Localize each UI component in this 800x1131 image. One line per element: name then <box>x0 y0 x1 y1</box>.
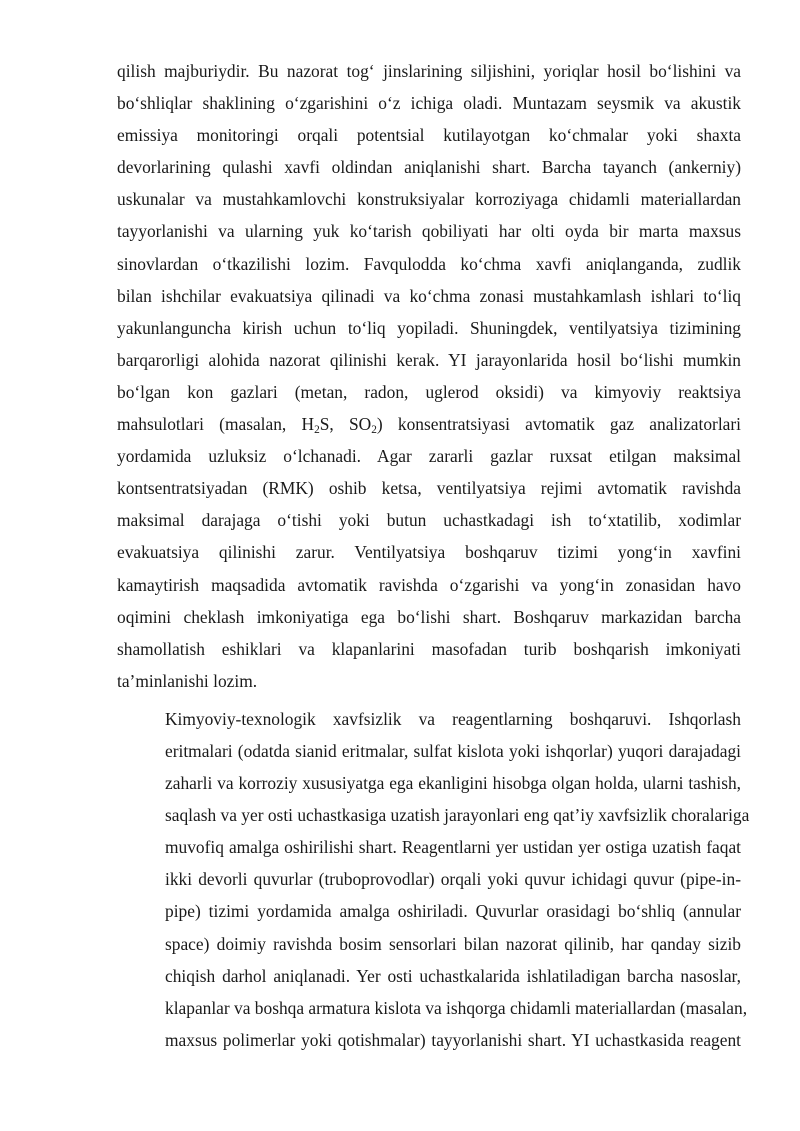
text-line: devorlarining qulashi xavfi oldindan aniqlanishi shart. Barcha tayanch (ankerniy) <box>117 157 741 178</box>
subscript: 2 <box>314 423 320 436</box>
paragraph-ground-control <box>117 55 741 697</box>
text-line: evakuatsiya qilinishi zarur. Ventilyatsiya boshqaruv tizimi yong‘in xavfini <box>117 542 741 563</box>
text-line: zaharli va korroziy xususiyatga ega ekanligini hisobga olgan holda, ularni tashish, <box>165 773 741 794</box>
text-line: sinovlardan o‘tkazilishi lozim. Favqulodda ko‘chma xavfi aniqlanganda, zudlik <box>117 253 741 274</box>
text-line: klapanlar va boshqa armatura kislota va ishqorga chidamli materiallardan (masalan, <box>165 997 748 1018</box>
text-line: Kimyoviy-texnologik xavfsizlik va reagentlarning boshqaruvi. Ishqorlash <box>165 708 741 729</box>
text-line: kamaytirish maqsadida avtomatik ravishda o‘zgarishi va yong‘in zonasidan havo <box>117 574 741 595</box>
text-run: S, SO <box>319 414 372 435</box>
text-line: saqlash va yer osti uchastkasiga uzatish jarayonlari eng qat’iy xavfsizlik choralariga <box>165 805 750 826</box>
text-line: muvofiq amalga oshirilishi shart. Reagentlarni yer ustidan yer ostiga uzatish faqat <box>165 837 741 858</box>
text-line: kontsentratsiyadan (RMK) oshib ketsa, ventilyatsiya rejimi avtomatik ravishda <box>117 478 741 499</box>
text-line: shamollatish eshiklari va klapanlarini masofadan turib boshqarish imkoniyati <box>117 638 741 659</box>
paragraph-chemical-safety <box>117 703 750 1056</box>
text-line: maxsus polimerlar yoki qotishmalar) tayyorlanishi shart. YI uchastkasida reagent <box>165 1029 741 1050</box>
text-line: eritmalari (odatda sianid eritmalar, sulfat kislota yoki ishqorlar) yuqori darajadagi <box>165 740 741 761</box>
text-line: ta’minlanishi lozim. <box>117 670 258 691</box>
text-line: bilan ishchilar evakuatsiya qilinadi va ko‘chma zonasi mustahkamlash ishlari to‘liq <box>117 285 741 306</box>
document-page <box>117 55 750 1057</box>
text-line: qilish majburiydir. Bu nazorat tog‘ jinslarining siljishini, yoriqlar hosil bo‘lishini va <box>117 61 741 81</box>
text-line: tayyorlanishi va ularning yuk ko‘tarish qobiliyati har olti oyda bir marta maxsus <box>117 221 741 242</box>
text-line: chiqish darhol aniqlanadi. Yer osti uchastkalarida ishlatiladigan barcha nasoslar, <box>165 965 741 986</box>
text-line: bo‘shliqlar shaklining o‘zgarishini o‘z ichiga oladi. Muntazam seysmik va akustik <box>117 93 741 114</box>
text-line: oqimini cheklash imkoniyatiga ega bo‘lishi shart. Boshqaruv markazidan barcha <box>117 606 741 627</box>
text-run: mahsulotlari (masalan, H <box>117 414 315 435</box>
text-line: maksimal darajaga o‘tishi yoki butun uchastkadagi ish to‘xtatilib, xodimlar <box>117 510 741 531</box>
text-line: pipe) tizimi yordamida amalga oshiriladi. Quvurlar orasidagi bo‘shliq (annular <box>165 901 741 922</box>
text-line: yordamida uzluksiz o‘lchanadi. Agar zararli gazlar ruxsat etilgan maksimal <box>117 446 741 467</box>
text-line: bo‘lgan kon gazlari (metan, radon, uglerod oksidi) va kimyoviy reaktsiya <box>117 381 741 402</box>
subscript: 2 <box>371 423 377 436</box>
text-run: ) konsentratsiyasi avtomatik gaz analizatorlari <box>376 414 741 435</box>
text-line: uskunalar va mustahkamlovchi konstruksiyalar korroziyaga chidamli materiallardan <box>117 189 741 210</box>
text-line: yakunlanguncha kirish uchun to‘liq yopiladi. Shuningdek, ventilyatsiya tizimining <box>117 317 741 338</box>
text-line <box>117 408 741 440</box>
text-line: ikki devorli quvurlar (truboprovodlar) orqali yoki quvur ichidagi quvur (pipe-in- <box>165 869 741 890</box>
text-line: barqarorligi alohida nazorat qilinishi kerak. YI jarayonlarida hosil bo‘lishi mumkin <box>117 349 741 370</box>
text-line: emissiya monitoringi orqali potentsial kutilayotgan ko‘chmalar yoki shaxta <box>117 125 741 146</box>
text-line: space) doimiy ravishda bosim sensorlari bilan nazorat qilinib, har qanday sizib <box>165 933 741 954</box>
